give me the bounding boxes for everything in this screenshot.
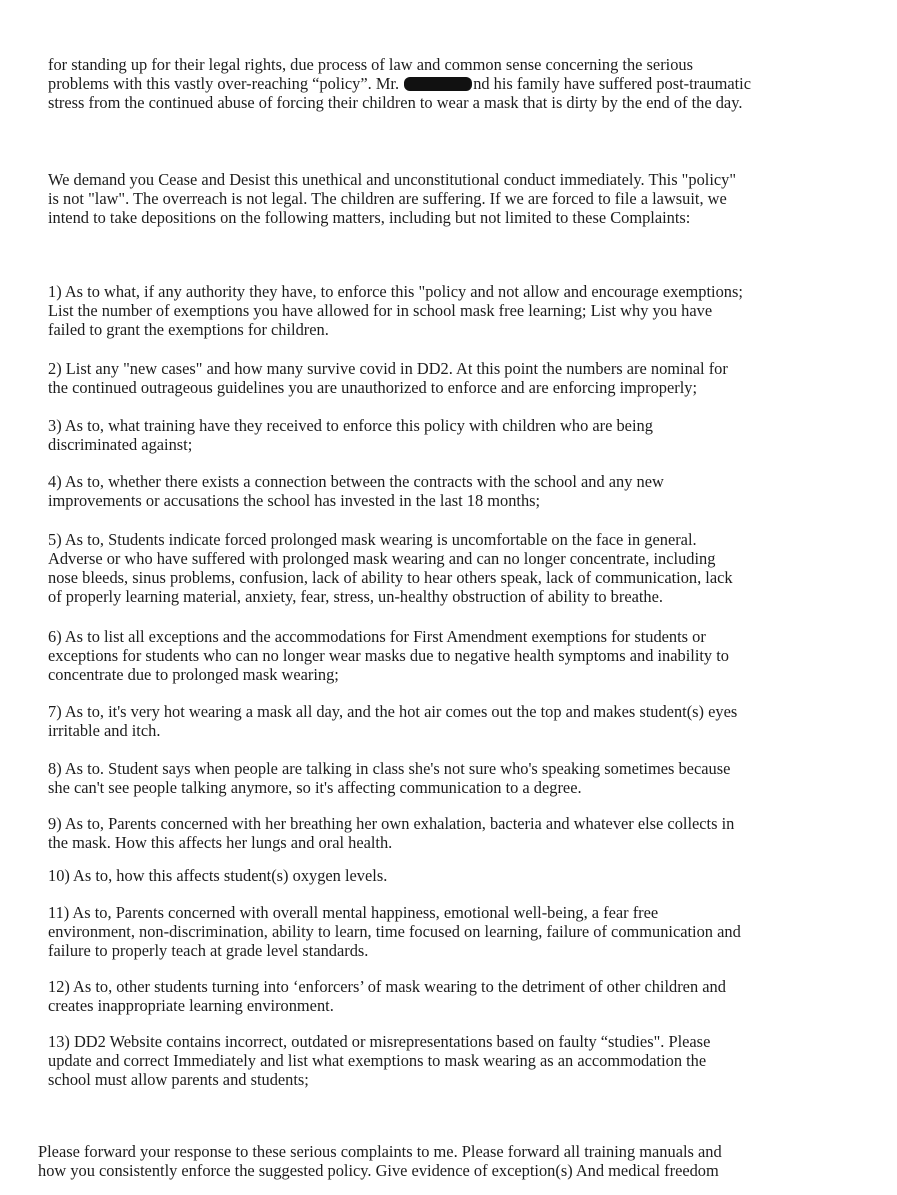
text-line-part: nd his family have suffered post-traumatic <box>473 74 751 93</box>
text-line: she can't see people talking anymore, so it's affecting communication to a degree. <box>48 778 582 797</box>
text-line: 6) As to list all exceptions and the accommodations for First Amendment exemptions for students or <box>48 627 706 646</box>
complaint-item-4 <box>48 472 868 510</box>
text-line: is not "law". The overreach is not legal. The children are suffering. If we are forced to file a lawsuit, we <box>48 189 727 208</box>
text-line: update and correct Immediately and list what exemptions to mask wearing as an accommodation the <box>48 1051 707 1070</box>
text-line: Adverse or who have suffered with prolonged mask wearing and can no longer concentrate, including <box>48 549 716 568</box>
text-line: exceptions for students who can no longer wear masks due to negative health symptoms and inability to <box>48 646 729 665</box>
text-line <box>48 74 868 93</box>
text-line: 10) As to, how this affects student(s) oxygen levels. <box>48 866 388 885</box>
text-line: 5) As to, Students indicate forced prolonged mask wearing is uncomfortable on the face in general. <box>48 530 697 549</box>
text-line: 1) As to what, if any authority they have, to enforce this "policy and not allow and encourage exemptions; <box>48 282 743 301</box>
text-line: school must allow parents and students; <box>48 1070 309 1089</box>
text-line: 13) DD2 Website contains incorrect, outdated or misrepresentations based on faulty “studies". Please <box>48 1032 711 1051</box>
text-line: 7) As to, it's very hot wearing a mask all day, and the hot air comes out the top and makes student(s) eyes <box>48 702 738 721</box>
text-line: 9) As to, Parents concerned with her breathing her own exhalation, bacteria and whatever else collects in <box>48 814 735 833</box>
complaint-item-7 <box>48 702 868 740</box>
text-line: 3) As to, what training have they received to enforce this policy with children who are being <box>48 416 653 435</box>
complaint-item-9 <box>48 814 868 852</box>
text-line: 11) As to, Parents concerned with overall mental happiness, emotional well-being, a fear free <box>48 903 659 922</box>
text-line: the mask. How this affects her lungs and oral health. <box>48 833 393 852</box>
complaint-item-2 <box>48 359 868 397</box>
closing-paragraph <box>38 1142 878 1180</box>
complaint-item-8 <box>48 759 868 797</box>
text-line: for standing up for their legal rights, due process of law and common sense concerning the serious <box>48 55 693 74</box>
text-line: discriminated against; <box>48 435 193 454</box>
complaint-item-12 <box>48 977 868 1015</box>
text-line: environment, non-discrimination, ability to learn, time focused on learning, failure of communication and <box>48 922 741 941</box>
complaint-item-1 <box>48 282 868 339</box>
text-line: improvements or accusations the school has invested in the last 18 months; <box>48 491 541 510</box>
text-line: 2) List any "new cases" and how many survive covid in DD2. At this point the numbers are nominal for <box>48 359 728 378</box>
demand-paragraph <box>48 170 868 227</box>
text-line: We demand you Cease and Desist this unethical and unconstitutional conduct immediately. This "policy" <box>48 170 737 189</box>
complaint-item-11 <box>48 903 868 960</box>
text-line: intend to take depositions on the following matters, including but not limited to these Complaints: <box>48 208 691 227</box>
text-line: 4) As to, whether there exists a connection between the contracts with the school and any new <box>48 472 664 491</box>
text-line: irritable and itch. <box>48 721 161 740</box>
text-line: how you consistently enforce the suggested policy. Give evidence of exception(s) And medical freedom <box>38 1161 719 1180</box>
complaint-item-13 <box>48 1032 868 1089</box>
text-line: 8) As to. Student says when people are talking in class she's not sure who's speaking sometimes because <box>48 759 731 778</box>
complaint-item-3 <box>48 416 868 454</box>
text-line: failed to grant the exemptions for children. <box>48 320 329 339</box>
text-line: List the number of exemptions you have allowed for in school mask free learning; List why you have <box>48 301 713 320</box>
text-line-part: problems with this vastly over-reaching “policy”. Mr. <box>48 74 400 93</box>
intro-paragraph <box>48 55 868 112</box>
text-line: 12) As to, other students turning into ‘enforcers’ of mask wearing to the detriment of other children and <box>48 977 726 996</box>
text-line: the continued outrageous guidelines you are unauthorized to enforce and are enforcing improperly; <box>48 378 698 397</box>
text-line: Please forward your response to these serious complaints to me. Please forward all training manuals and <box>38 1142 722 1161</box>
text-line: of properly learning material, anxiety, fear, stress, un-healthy obstruction of ability to breathe. <box>48 587 663 606</box>
complaint-item-5 <box>48 530 868 606</box>
text-line: creates inappropriate learning environment. <box>48 996 334 1015</box>
complaint-item-6 <box>48 627 868 684</box>
text-line: stress from the continued abuse of forcing their children to wear a mask that is dirty by the end of the day. <box>48 93 743 112</box>
complaint-item-10 <box>48 866 868 885</box>
text-line: nose bleeds, sinus problems, confusion, lack of ability to hear others speak, lack of communication, lack <box>48 568 733 587</box>
text-line: failure to properly teach at grade level standards. <box>48 941 369 960</box>
redaction-mark <box>404 77 472 91</box>
text-line: concentrate due to prolonged mask wearing; <box>48 665 339 684</box>
